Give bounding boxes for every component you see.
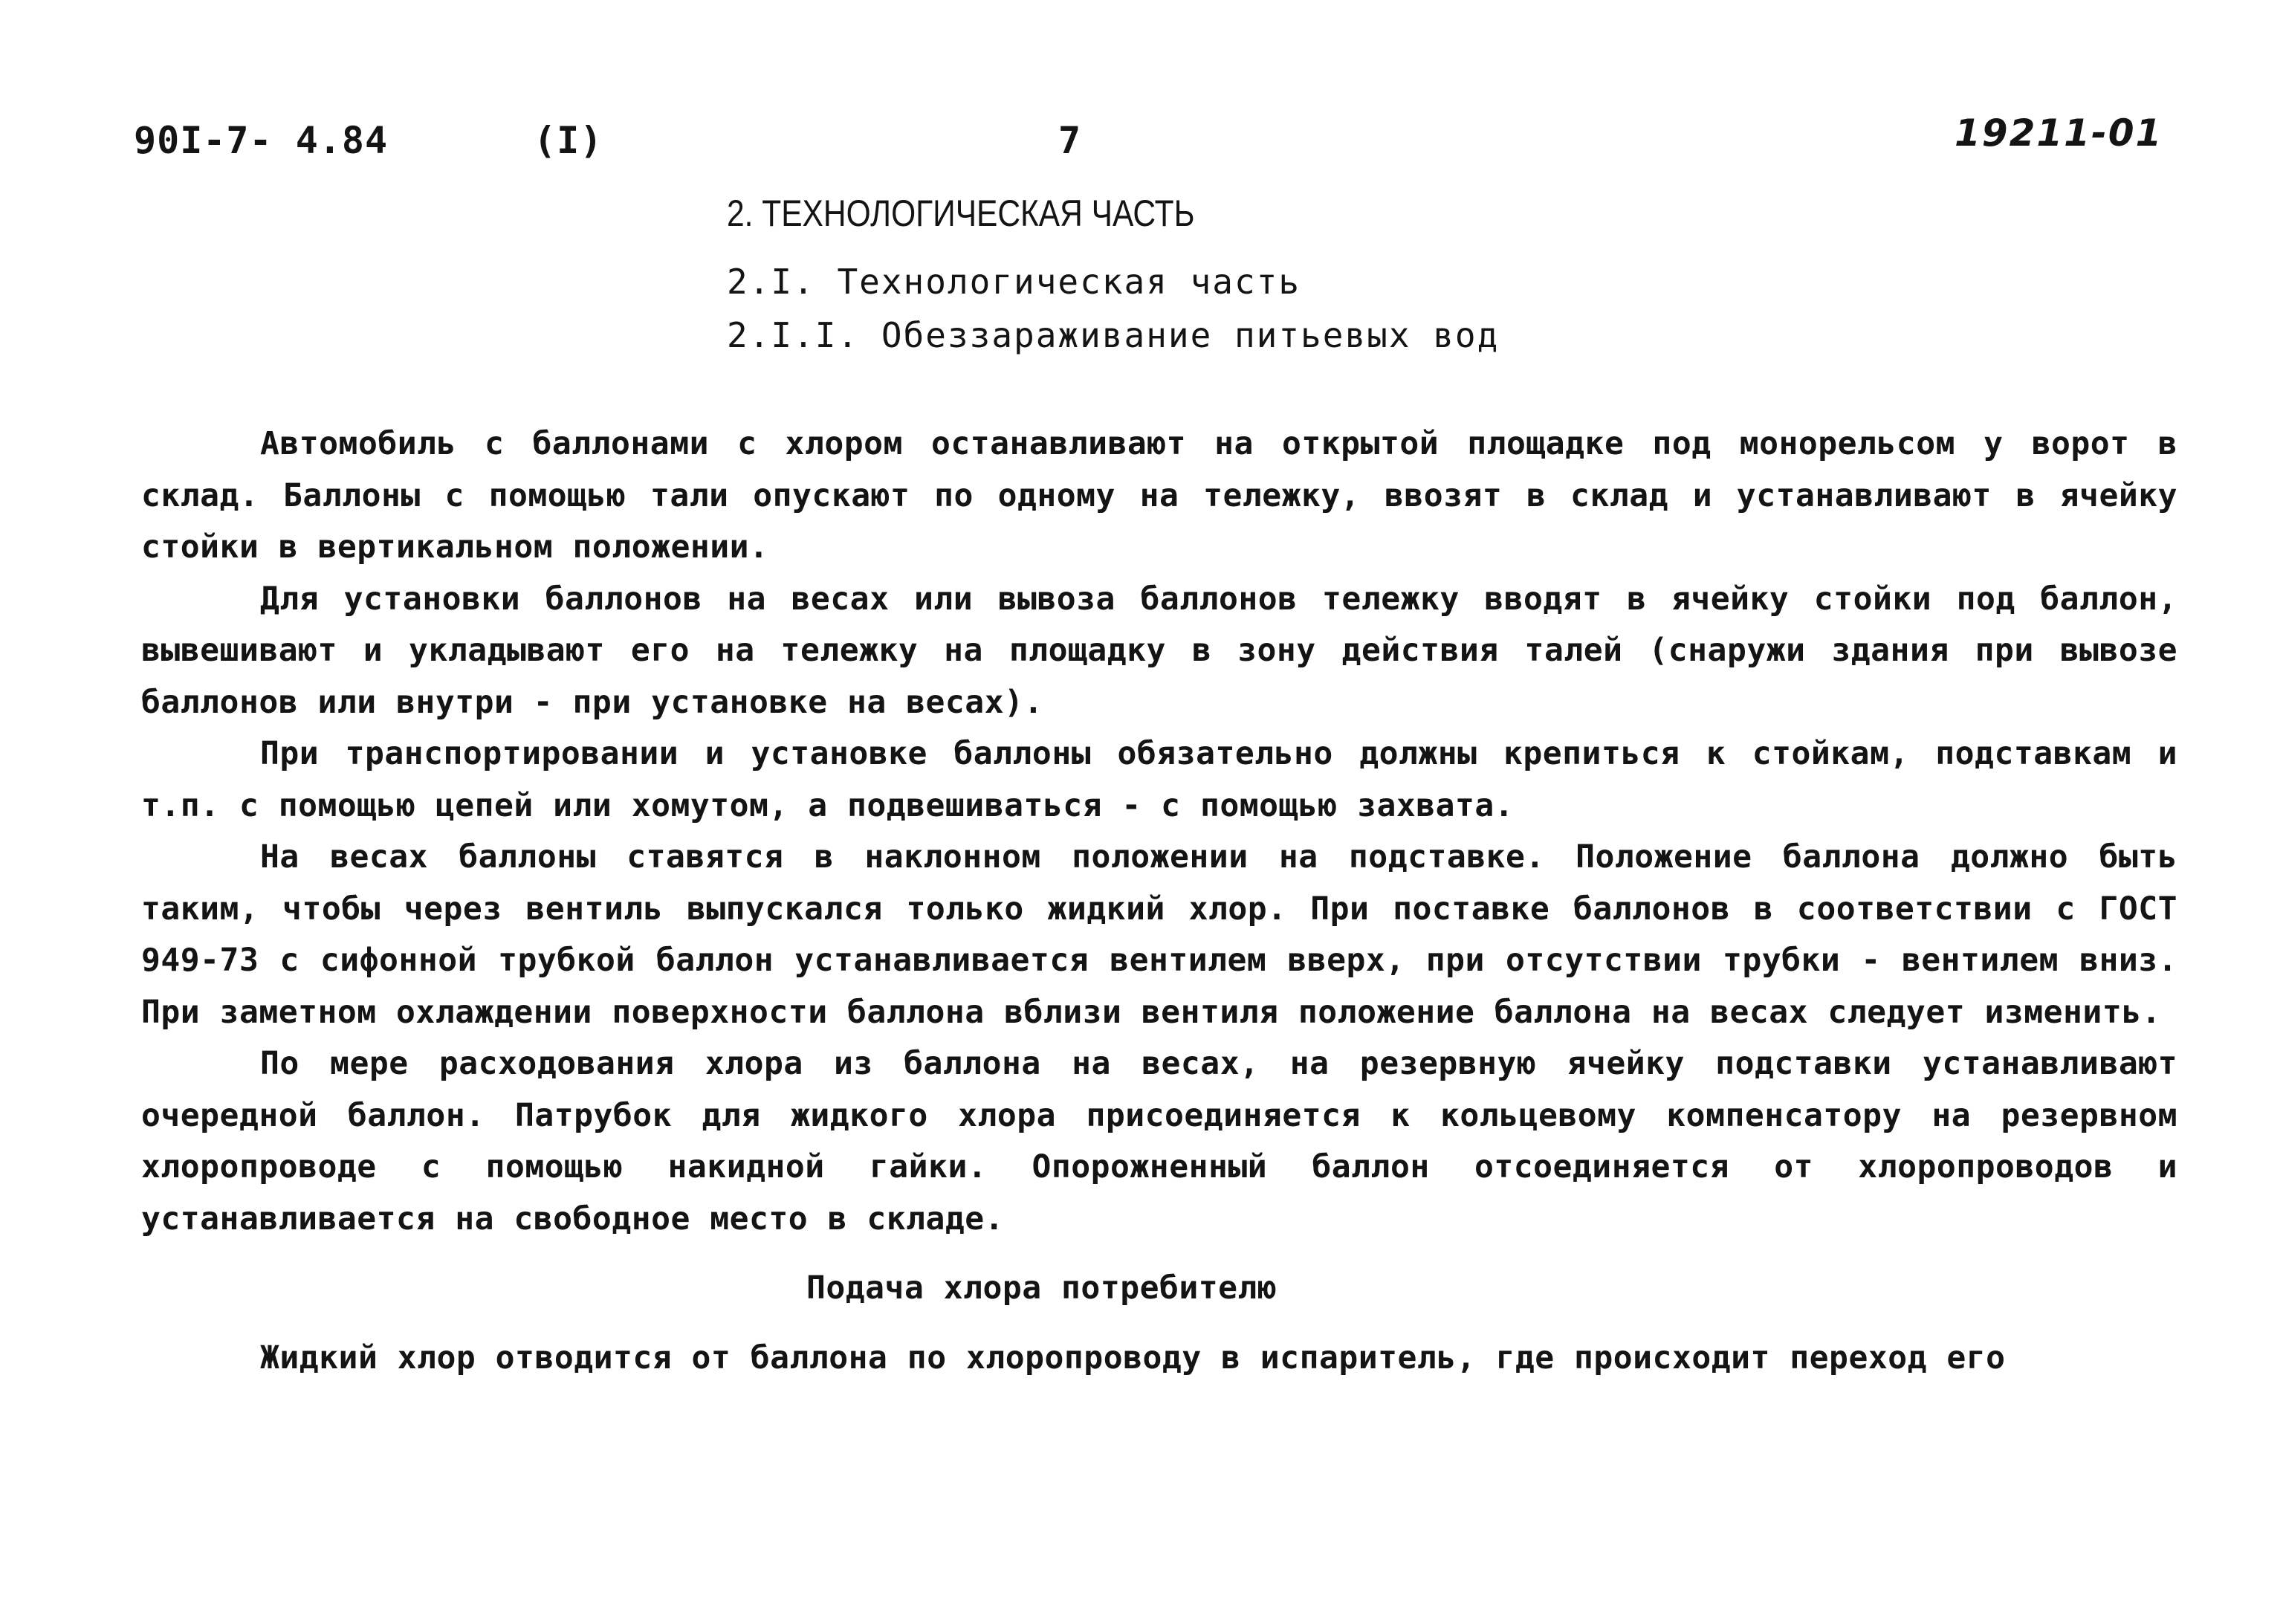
doc-code: 90I-7- 4.84 <box>134 119 389 162</box>
body-text <box>141 418 2177 1384</box>
volume-number: (I) <box>534 119 603 162</box>
page-number: 7 <box>1058 119 1082 162</box>
paragraph-5: По мере расходования хлора из баллона на весах, на резервную ячейку подставки устанавливают очередной баллон. Патрубок для жидкого хлора присоединяется к кольцевому компенсатору на резервном хлоропроводе с помощью накидной гайки. Опорожненный баллон отсоединяется от хлоропроводов и устанавливается на свободное место в складе. <box>141 1045 2177 1238</box>
paragraph-4: На весах баллоны ставятся в наклонном положении на подставке. Положение баллона должно быть таким, чтобы через вентиль выпускался только жидкий хлор. При поставке баллонов в соответствии с ГОСТ 949-73 с сифонной трубкой баллон устанавливается вентилем вверх, при отсутствии трубки - вентилем вниз. При заметном охлаждении поверхности баллона вблизи вентиля положение баллона на весах следует изменить. <box>141 838 2177 1031</box>
chlorine-supply-paragraph: Жидкий хлор отводится от баллона по хлоропроводу в испаритель, где происходит переход его <box>260 1339 2006 1376</box>
subsection-title: 2.I. Технологическая часть <box>727 262 1301 302</box>
subsubsection-title: 2.I.I. Обеззараживание питьевых вод <box>727 315 1500 355</box>
chlorine-supply-heading: Подача хлора потребителю <box>806 1269 1277 1307</box>
paragraph-3: При транспортировании и установке баллоны обязательно должны крепиться к стойкам, подставкам и т.п. с помощью цепей или хомутом, а подвешиваться - с помощью захвата. <box>141 735 2177 824</box>
paragraph-2: Для установки баллонов на весах или вывоза баллонов тележку вводят в ячейку стойки под баллон, вывешивают и укладывают его на тележку на площадку в зону действия талей (снаружи здания при вывозе баллонов или внутри - при установке на весах). <box>141 580 2177 721</box>
paragraph-1: Автомобиль с баллонами с хлором останавливают на открытой площадке под монорельсом у ворот в склад. Баллоны с помощью тали опускают по одному на тележку, ввозят в склад и устанавливают в ячейку стойки в вертикальном положении. <box>141 425 2177 566</box>
section-title: 2. ТЕХНОЛОГИЧЕСКАЯ ЧАСТЬ <box>727 193 1195 234</box>
inventory-number: 19211-01 <box>1955 111 2163 155</box>
